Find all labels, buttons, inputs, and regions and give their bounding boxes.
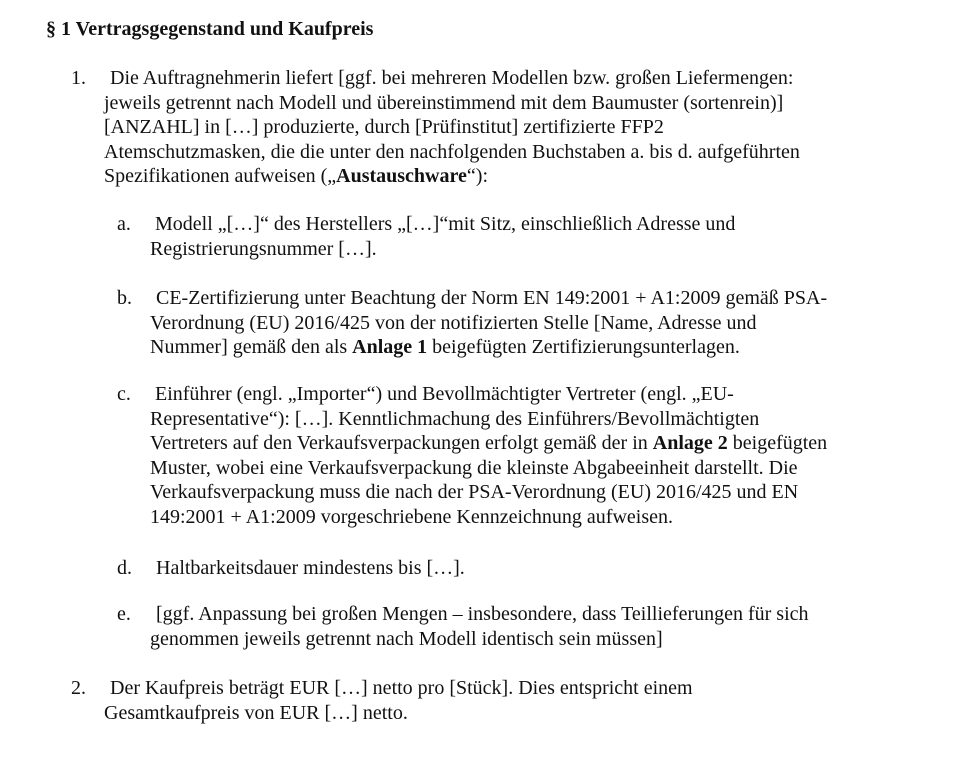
subitem-letter-b: b.	[117, 287, 132, 309]
subitem-letter-c: c.	[117, 383, 131, 405]
subitem-c-text	[150, 382, 828, 529]
item-number-2: 2.	[71, 677, 86, 699]
subitem-d-text	[156, 556, 465, 581]
subitem-letter-d: d.	[117, 557, 132, 579]
subitem-e-text	[150, 602, 809, 651]
defined-term: Austauschware	[336, 165, 467, 187]
annex-reference: Anlage 1	[352, 336, 428, 358]
section-heading: § 1 Vertragsgegenstand und Kaufpreis	[46, 18, 374, 40]
text-line: Vertreters auf den Verkaufsverpackungen erfolgt gemäß der in Anlage 2 beigefügten	[150, 432, 828, 454]
item-1-text	[104, 66, 800, 189]
text-line: [ANZAHL] in […] produzierte, durch [Prüfinstitut] zertifizierte FFP2	[104, 116, 664, 138]
text-line: Representative“): […]. Kenntlichmachung des Einführers/Bevollmächtigten	[150, 407, 760, 430]
text-line: Atemschutzmasken, die die unter den nachfolgenden Buchstaben a. bis d. aufgeführten	[104, 140, 800, 163]
text-line: jeweils getrennt nach Modell und übereinstimmend mit dem Baumuster (sortenrein)]	[104, 91, 784, 114]
subitem-letter-e: e.	[117, 603, 131, 625]
text-line: Gesamtkaufpreis von EUR […] netto.	[104, 701, 408, 724]
text-line: Spezifikationen aufweisen („Austauschware“):	[104, 165, 488, 187]
subitem-a-text	[150, 212, 736, 261]
text-line: Muster, wobei eine Verkaufsverpackung die kleinste Abgabeeinheit darstellt. Die	[150, 456, 798, 479]
text-line: [ggf. Anpassung bei großen Mengen – insbesondere, dass Teillieferungen für sich	[156, 603, 809, 625]
text-line: Verordnung (EU) 2016/425 von der notifizierten Stelle [Name, Adresse und	[150, 311, 757, 334]
text-line: 149:2001 + A1:2009 vorgeschriebene Kennzeichnung aufweisen.	[150, 505, 673, 528]
item-2-text	[104, 676, 693, 725]
text-line: Der Kaufpreis beträgt EUR […] netto pro [Stück]. Dies entspricht einem	[110, 677, 693, 699]
text-line: CE-Zertifizierung unter Beachtung der Norm EN 149:2001 + A1:2009 gemäß PSA-	[156, 287, 828, 309]
text-line: Registrierungsnummer […].	[150, 237, 377, 260]
text-line: Modell „[…]“ des Herstellers „[…]“mit Sitz, einschließlich Adresse und	[155, 213, 736, 235]
text-line: Haltbarkeitsdauer mindestens bis […].	[156, 557, 465, 579]
annex-reference: Anlage 2	[652, 432, 728, 454]
text-line: Die Auftragnehmerin liefert [ggf. bei mehreren Modellen bzw. großen Liefermengen:	[110, 67, 794, 89]
subitem-letter-a: a.	[117, 213, 131, 235]
item-number-1: 1.	[71, 67, 86, 89]
text-line: Nummer] gemäß den als Anlage 1 beigefügten Zertifizierungsunterlagen.	[150, 336, 740, 358]
text-line: genommen jeweils getrennt nach Modell identisch sein müssen]	[150, 627, 663, 650]
text-line: Einführer (engl. „Importer“) und Bevollmächtigter Vertreter (engl. „EU-	[155, 383, 734, 405]
text-line: Verkaufsverpackung muss die nach der PSA-Verordnung (EU) 2016/425 und EN	[150, 481, 799, 503]
subitem-b-text	[150, 286, 828, 360]
